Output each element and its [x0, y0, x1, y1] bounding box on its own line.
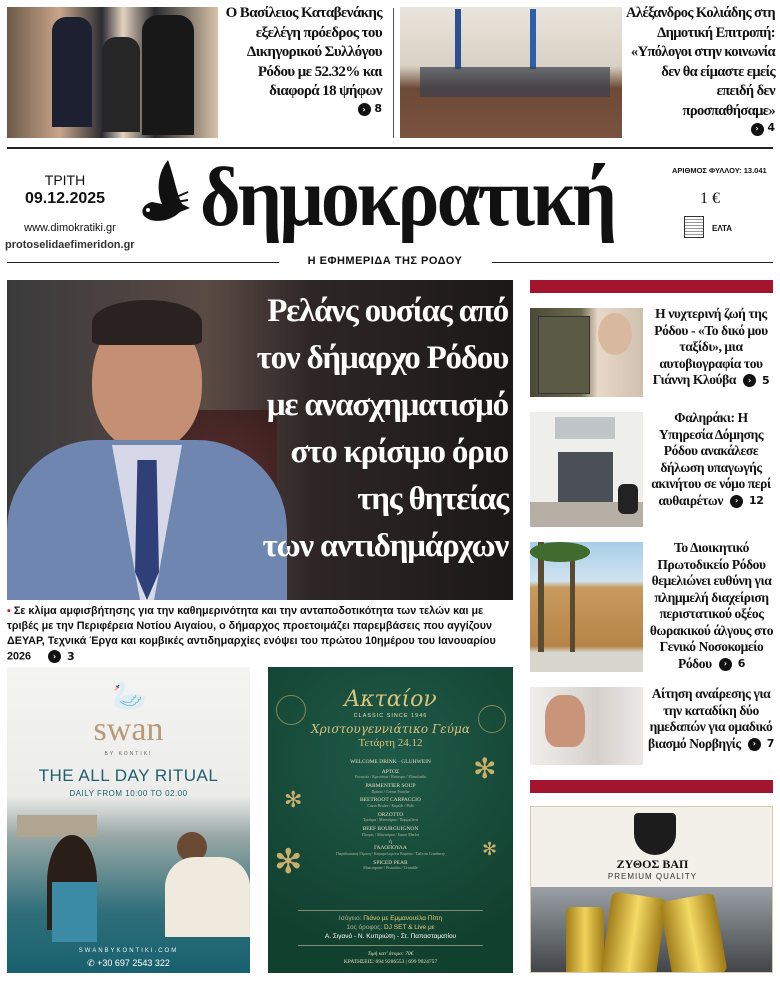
menu-item: PARMENTIER SOUP Πράσο / Creme Fraiche — [365, 782, 416, 794]
issue-number: ΑΡΙΘΜΟΣ ΦΥΛΛΟΥ: 13.041 — [672, 166, 767, 175]
dove-logo-icon — [130, 158, 196, 230]
swan-hours: DAILY FROM 10:00 TO 02:00 — [69, 789, 188, 798]
price: 1 € — [700, 190, 720, 207]
top-story-2-page — [622, 121, 775, 136]
tagline-rule-right — [492, 262, 773, 263]
lead-story-page — [48, 649, 75, 664]
top-story-1[interactable] — [220, 4, 382, 116]
side-story-3-photo[interactable] — [530, 542, 643, 672]
aktaion-brand: Ακταίον — [344, 687, 437, 712]
swan-phone — [7, 957, 250, 969]
phone-number: +30 697 2543 322 — [97, 958, 170, 968]
tagline-rule-left — [7, 262, 279, 263]
beer-sub: PREMIUM QUALITY — [607, 872, 698, 881]
menu-item: SPICED PEAR Mascarpone / Pistachio / Crumble — [363, 859, 418, 871]
column-divider — [393, 8, 394, 138]
sidebar-bottom-bar — [530, 780, 773, 793]
beer-brand: ΖΥΘΟΣ ΒΑΠ — [616, 857, 689, 871]
swan-logo-icon: 🦢 — [112, 680, 147, 711]
swan-sub: BY KONTIKI — [104, 751, 153, 757]
weekday: ΤΡΙΤΗ — [44, 172, 86, 188]
phone-icon: ✆ — [87, 958, 98, 968]
postage-stamp-icon — [684, 216, 704, 238]
headline-line: με ανασχηματισμό — [266, 387, 508, 423]
snowflake-icon: ✻ — [473, 753, 497, 784]
aktaion-since: CLASSIC SINCE 1946 — [353, 713, 428, 719]
aktaion-music-1: Ισόγειο: Πιάνο με Εμμανουέλα Πίπη — [338, 915, 443, 922]
snowflake-icon: ✻ — [284, 787, 303, 812]
swan-site: SWANBYKONTIKI.COM — [78, 948, 179, 954]
side-story-2-headline[interactable]: Φαληράκι: Η Υπηρεσία Δόμησης Ρόδου ανακάλεσε δήλωση υπαγωγής ακινήτου σε νόμο περί αυθαιρέτων — [651, 410, 771, 508]
swan-title: THE ALL DAY RITUAL — [38, 766, 219, 785]
arrow-icon: › — [358, 103, 371, 116]
sidebar-top-bar — [530, 280, 773, 293]
page-number: 12 — [748, 494, 764, 508]
aktaion-artists: Α. Σιγανό - Ν. Κυπριώτη - Στ. Παπασταματίου — [324, 933, 457, 940]
lead-story-headline[interactable] — [250, 288, 508, 570]
side-story-1[interactable] — [648, 306, 774, 389]
menu-item: WELCOME DRINK · GLUHWEIN — [350, 759, 431, 765]
snowflake-icon: ✻ — [482, 839, 498, 859]
website-link[interactable]: www.dimokratiki.gr — [24, 222, 116, 234]
swan-ad[interactable] — [7, 667, 250, 973]
beer-ad[interactable] — [530, 806, 773, 973]
top-story-1-page — [220, 102, 382, 117]
arrow-icon: › — [48, 650, 61, 663]
aktaion-title: Χριστουγεννιάτικο Γεύμα — [311, 722, 470, 736]
page-number: 6 — [737, 657, 745, 671]
snowflake-icon: ✻ — [274, 843, 303, 881]
side-story-4-headline[interactable]: Αίτηση αναίρεσης για την καταδίκη δύο ημεδαπών για ομαδικό βιασμό Νορβηγίς — [648, 686, 773, 751]
arrow-icon: › — [743, 374, 756, 387]
headline-line: στο κρίσιμο όριο — [290, 434, 508, 470]
side-story-2-photo[interactable] — [530, 412, 643, 527]
side-story-3[interactable] — [648, 540, 775, 673]
lead-story-summary[interactable] — [7, 604, 513, 664]
aktaion-music-2: 1ος όροφος: DJ SET & Live με — [346, 924, 435, 931]
aktaion-date: Τετάρτη 24.12 — [358, 737, 423, 749]
side-story-1-headline[interactable]: Η νυχτερινή ζωή της Ρόδου - «Το δικό μου ταξίδι», μια αυτοβιογραφία του Γιάννη Κλούβα — [652, 306, 768, 387]
arrow-icon: › — [719, 658, 732, 671]
aktaion-price: Τιμή κατ' άτομο: 70€ — [367, 951, 414, 957]
aktaion-reservations: ΚΡΑΤΗΣΕΙΣ: 694 9286553 | 699 9924757 — [343, 959, 438, 965]
page-number: 5 — [762, 373, 770, 387]
side-story-1-page — [743, 373, 769, 390]
menu-item: BEETROOT CARPACCIO Cazio Brulee / Καρύδι / Ρόδι — [360, 797, 421, 808]
beer-shield-logo — [634, 813, 676, 855]
menu-item: ΑΡΤΟΣ Focaccia / Κριτσίνια / Βούτυρο / Ελαιόλαδο — [354, 768, 427, 780]
menu-item: ORZOTTO Τρούφα / Μανιτάρια / Παρμεζάνα — [363, 811, 418, 823]
page-number: 3 — [67, 650, 75, 663]
arrow-icon: › — [748, 738, 761, 751]
date-block — [10, 172, 120, 208]
top-story-2-headline[interactable]: Αλέξανδρος Κολιάδης στη Δημοτική Επιτροπή: «Υπόλογοι στην κοινωνία δεν θα είμαστε εμείς επειδή δεν προσπαθήσαμε» — [626, 5, 775, 119]
elta-logo: ΕΛΤΑ — [712, 224, 733, 233]
menu-item: ή — [389, 838, 392, 845]
side-story-2-page — [730, 493, 764, 510]
tagline: Η ΕΦΗΜΕΡΙΔΑ ΤΗΣ ΡΟΔΟΥ — [307, 255, 463, 267]
side-story-4-page — [748, 736, 774, 753]
issue-date: 09.12.2025 — [24, 190, 106, 207]
headline-line: τον δήμαρχο Ρόδου — [256, 340, 508, 376]
bullet-icon: ▪ — [7, 605, 14, 617]
headline-line: της θητείας — [357, 481, 508, 517]
side-story-1-photo[interactable] — [530, 308, 643, 397]
swan-brand: swan — [93, 711, 164, 748]
arrow-icon: › — [751, 123, 764, 136]
top-story-1-headline[interactable]: Ο Βασίλειος Καταβενάκης εξελέγη πρόεδρος του Δικηγορικού Συλλόγου Ρόδου με 52.32% και διαφορά 18 ψήφων — [225, 5, 382, 99]
headline-line: των αντιδημάρχων — [262, 528, 508, 564]
top-story-2[interactable] — [622, 4, 775, 136]
summary-text: Σε κλίμα αμφισβήτησης για την καθημερινότητα και την ανταποδοτικότητα των τελών και με τριβές με την Περιφέρεια Νοτίου Αιγαίου, ο δήμαρχος προετοιμάζει παρεμβάσεις που αγγίζουν ΔΕΥΑΡ, Τεχνικά Έργα και κομβικές αντιδημαρχίες ενόψει του πρώτου 10ημέρου του Ιανουαρίου 2026 — [7, 605, 496, 663]
aktaion-ad[interactable] — [268, 667, 513, 973]
page-number: 4 — [767, 121, 775, 134]
aktaion-menu — [313, 759, 468, 871]
headline-line: Ρελάνς ουσίας από — [267, 293, 508, 329]
top-story-1-photo[interactable] — [7, 7, 218, 138]
page-number: 8 — [374, 101, 382, 115]
side-story-3-headline[interactable]: Το Διοικητικό Πρωτοδικείο Ρόδου θεμελιώνει ευθύνη για πλημμελή διαχείριση περιστατικού οξέος θωρακικού άλγους στο Γενικό Νοσοκομείο Ρόδου — [649, 540, 774, 671]
menu-item: ΓΑΛΟΠΟΥΛΑ Παραδοσιακή Γέμιση / Καραμελωμένα Καρότα / Σάλτσα Cranberry — [335, 845, 446, 856]
menu-item: BEEF BOURGUIGNON Πουρές / Μανιτάρια / Sauce Merlot — [361, 826, 420, 837]
side-story-2[interactable] — [648, 410, 774, 510]
top-story-2-photo[interactable] — [400, 7, 622, 138]
top-divider — [7, 147, 773, 149]
side-story-4-photo[interactable] — [530, 687, 643, 765]
newspaper-title: δημοκρατική — [200, 151, 615, 244]
side-story-4[interactable] — [648, 686, 774, 753]
page-number: 7 — [766, 737, 774, 751]
source-label: protoselidaefimeridon.gr — [5, 239, 135, 251]
side-story-3-page — [719, 656, 745, 673]
arrow-icon: › — [730, 495, 743, 508]
